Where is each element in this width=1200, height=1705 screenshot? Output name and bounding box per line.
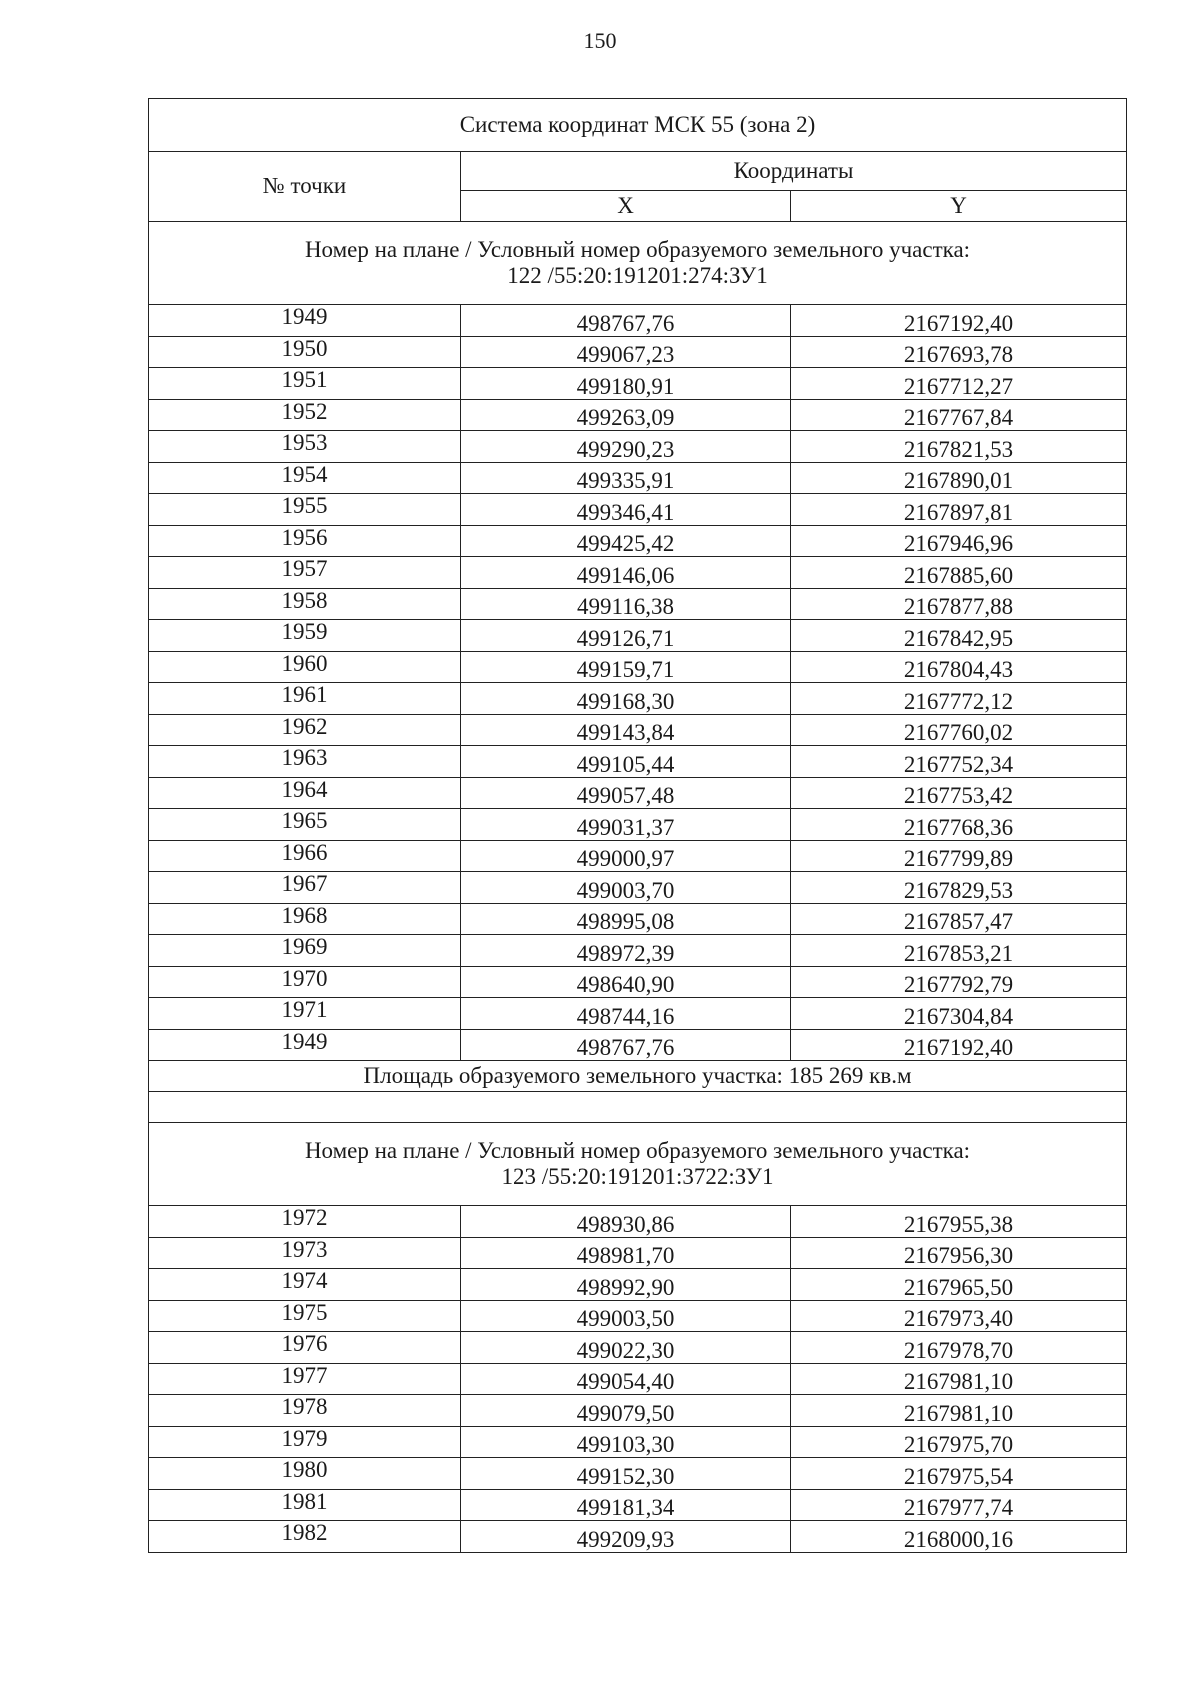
x-coordinate-cell: 499335,91 — [461, 462, 791, 494]
x-header: X — [461, 191, 791, 222]
y-coordinate-cell: 2167842,95 — [791, 620, 1127, 652]
table-row — [149, 1269, 1127, 1301]
y-coordinate-cell: 2167885,60 — [791, 557, 1127, 589]
x-coordinate-cell: 499057,48 — [461, 777, 791, 809]
table-row — [149, 840, 1127, 872]
y-coordinate-cell: 2167975,70 — [791, 1426, 1127, 1458]
point-number-cell: 1958 — [149, 588, 461, 620]
y-coordinate-cell: 2167192,40 — [791, 305, 1127, 337]
table-row — [149, 1237, 1127, 1269]
y-coordinate-cell: 2167981,10 — [791, 1395, 1127, 1427]
point-number-cell: 1976 — [149, 1332, 461, 1364]
table-row — [149, 746, 1127, 778]
y-coordinate-cell: 2167956,30 — [791, 1237, 1127, 1269]
table-row — [149, 966, 1127, 998]
table-row — [149, 714, 1127, 746]
x-coordinate-cell: 499031,37 — [461, 809, 791, 841]
x-coordinate-cell: 499263,09 — [461, 399, 791, 431]
point-number-cell: 1950 — [149, 336, 461, 368]
area-row — [149, 1061, 1127, 1092]
table-row — [149, 336, 1127, 368]
point-number-cell: 1959 — [149, 620, 461, 652]
table-row — [149, 305, 1127, 337]
point-number-cell: 1949 — [149, 305, 461, 337]
point-number-cell: 1954 — [149, 462, 461, 494]
point-number-cell: 1972 — [149, 1206, 461, 1238]
table-row — [149, 777, 1127, 809]
y-coordinate-cell: 2167712,27 — [791, 368, 1127, 400]
table-row — [149, 1395, 1127, 1427]
point-number-header: № точки — [149, 152, 461, 222]
table-row — [149, 431, 1127, 463]
y-coordinate-cell: 2167981,10 — [791, 1363, 1127, 1395]
point-number-cell: 1981 — [149, 1489, 461, 1521]
x-coordinate-cell: 499346,41 — [461, 494, 791, 526]
x-coordinate-cell: 498972,39 — [461, 935, 791, 967]
y-coordinate-cell: 2167799,89 — [791, 840, 1127, 872]
x-coordinate-cell: 499181,34 — [461, 1489, 791, 1521]
y-coordinate-cell: 2167753,42 — [791, 777, 1127, 809]
point-number-cell: 1971 — [149, 998, 461, 1030]
table-row — [149, 399, 1127, 431]
y-coordinate-cell: 2167768,36 — [791, 809, 1127, 841]
table-row — [149, 620, 1127, 652]
point-number-cell: 1974 — [149, 1269, 461, 1301]
page-number: 150 — [583, 28, 617, 53]
table-row — [149, 1332, 1127, 1364]
x-coordinate-cell: 499022,30 — [461, 1332, 791, 1364]
y-coordinate-cell: 2167877,88 — [791, 588, 1127, 620]
x-coordinate-cell: 499425,42 — [461, 525, 791, 557]
table-row — [149, 1029, 1127, 1061]
table-row — [149, 872, 1127, 904]
table-row — [149, 588, 1127, 620]
x-coordinate-cell: 499159,71 — [461, 651, 791, 683]
point-number-cell: 1957 — [149, 557, 461, 589]
coordinates-table-body — [149, 99, 1127, 1553]
table-row — [149, 494, 1127, 526]
point-number-cell: 1956 — [149, 525, 461, 557]
table-row — [149, 1300, 1127, 1332]
point-number-cell: 1964 — [149, 777, 461, 809]
table-row — [149, 368, 1127, 400]
table-row — [149, 462, 1127, 494]
point-number-cell: 1965 — [149, 809, 461, 841]
table-row — [149, 1426, 1127, 1458]
table-row — [149, 1206, 1127, 1238]
table-row — [149, 557, 1127, 589]
point-number-cell: 1973 — [149, 1237, 461, 1269]
y-coordinate-cell: 2167955,38 — [791, 1206, 1127, 1238]
point-number-cell: 1968 — [149, 903, 461, 935]
x-coordinate-cell: 499003,70 — [461, 872, 791, 904]
point-number-cell: 1975 — [149, 1300, 461, 1332]
y-coordinate-cell: 2167853,21 — [791, 935, 1127, 967]
y-coordinate-cell: 2167975,54 — [791, 1458, 1127, 1490]
system-title-row — [149, 99, 1127, 152]
table-row — [149, 935, 1127, 967]
x-coordinate-cell: 499180,91 — [461, 368, 791, 400]
point-number-cell: 1953 — [149, 431, 461, 463]
table-row — [149, 683, 1127, 715]
y-coordinate-cell: 2167304,84 — [791, 998, 1127, 1030]
x-coordinate-cell: 499003,50 — [461, 1300, 791, 1332]
point-number-cell: 1949 — [149, 1029, 461, 1061]
table-row — [149, 998, 1127, 1030]
x-coordinate-cell: 499000,97 — [461, 840, 791, 872]
y-coordinate-cell: 2167897,81 — [791, 494, 1127, 526]
y-coordinate-cell: 2167192,40 — [791, 1029, 1127, 1061]
header-row — [149, 152, 1127, 191]
x-coordinate-cell: 499143,84 — [461, 714, 791, 746]
coordinates-header: Координаты — [461, 152, 1127, 191]
table-row — [149, 903, 1127, 935]
x-coordinate-cell: 498992,90 — [461, 1269, 791, 1301]
y-coordinate-cell: 2167772,12 — [791, 683, 1127, 715]
x-coordinate-cell: 499168,30 — [461, 683, 791, 715]
table-row — [149, 651, 1127, 683]
blank-separator-row — [149, 1092, 1127, 1123]
y-coordinate-cell: 2167804,43 — [791, 651, 1127, 683]
x-coordinate-cell: 499103,30 — [461, 1426, 791, 1458]
point-number-cell: 1970 — [149, 966, 461, 998]
y-coordinate-cell: 2168000,16 — [791, 1521, 1127, 1553]
y-coordinate-cell: 2167857,47 — [791, 903, 1127, 935]
coordinates-table — [148, 98, 1127, 1553]
point-number-cell: 1979 — [149, 1426, 461, 1458]
plot-cadastral-number: 122 /55:20:191201:274:ЗУ1 — [507, 263, 768, 288]
y-coordinate-cell: 2167760,02 — [791, 714, 1127, 746]
y-coordinate-cell: 2167792,79 — [791, 966, 1127, 998]
x-coordinate-cell: 499290,23 — [461, 431, 791, 463]
y-coordinate-cell: 2167965,50 — [791, 1269, 1127, 1301]
y-coordinate-cell: 2167693,78 — [791, 336, 1127, 368]
x-coordinate-cell: 499126,71 — [461, 620, 791, 652]
x-coordinate-cell: 499116,38 — [461, 588, 791, 620]
y-coordinate-cell: 2167977,74 — [791, 1489, 1127, 1521]
blank-cell — [149, 1092, 1127, 1123]
y-header: Y — [791, 191, 1127, 222]
point-number-cell: 1963 — [149, 746, 461, 778]
x-coordinate-cell: 498744,16 — [461, 998, 791, 1030]
point-number-cell: 1961 — [149, 683, 461, 715]
point-number-cell: 1977 — [149, 1363, 461, 1395]
point-number-cell: 1962 — [149, 714, 461, 746]
point-number-cell: 1960 — [149, 651, 461, 683]
table-row — [149, 1363, 1127, 1395]
point-number-cell: 1966 — [149, 840, 461, 872]
point-number-cell: 1969 — [149, 935, 461, 967]
table-row — [149, 1458, 1127, 1490]
table-row — [149, 525, 1127, 557]
x-coordinate-cell: 498767,76 — [461, 1029, 791, 1061]
plot-header-row — [149, 222, 1127, 305]
table-row — [149, 1489, 1127, 1521]
x-coordinate-cell: 499152,30 — [461, 1458, 791, 1490]
x-coordinate-cell: 499054,40 — [461, 1363, 791, 1395]
plot-header — [149, 222, 1127, 305]
plot-header-title: Номер на плане / Условный номер образуемого земельного участка: — [304, 236, 971, 262]
point-number-cell: 1978 — [149, 1395, 461, 1427]
x-coordinate-cell: 499146,06 — [461, 557, 791, 589]
plot-header — [149, 1123, 1127, 1206]
x-coordinate-cell: 499079,50 — [461, 1395, 791, 1427]
plot-header-title: Номер на плане / Условный номер образуемого земельного участка: — [304, 1137, 971, 1163]
x-coordinate-cell: 498930,86 — [461, 1206, 791, 1238]
point-number-cell: 1955 — [149, 494, 461, 526]
y-coordinate-cell: 2167978,70 — [791, 1332, 1127, 1364]
point-number-cell: 1982 — [149, 1521, 461, 1553]
point-number-cell: 1967 — [149, 872, 461, 904]
y-coordinate-cell: 2167973,40 — [791, 1300, 1127, 1332]
x-coordinate-cell: 498767,76 — [461, 305, 791, 337]
y-coordinate-cell: 2167767,84 — [791, 399, 1127, 431]
point-number-cell: 1951 — [149, 368, 461, 400]
x-coordinate-cell: 498981,70 — [461, 1237, 791, 1269]
table-row — [149, 1521, 1127, 1553]
table-row — [149, 809, 1127, 841]
y-coordinate-cell: 2167829,53 — [791, 872, 1127, 904]
y-coordinate-cell: 2167946,96 — [791, 525, 1127, 557]
point-number-cell: 1952 — [149, 399, 461, 431]
x-coordinate-cell: 499067,23 — [461, 336, 791, 368]
x-coordinate-cell: 498995,08 — [461, 903, 791, 935]
y-coordinate-cell: 2167752,34 — [791, 746, 1127, 778]
coordinate-system-title: Система координат МСК 55 (зона 2) — [149, 99, 1127, 152]
plot-area-text: Площадь образуемого земельного участка: 185 269 кв.м — [149, 1061, 1127, 1092]
x-coordinate-cell: 499209,93 — [461, 1521, 791, 1553]
plot-header-row — [149, 1123, 1127, 1206]
y-coordinate-cell: 2167821,53 — [791, 431, 1127, 463]
x-coordinate-cell: 499105,44 — [461, 746, 791, 778]
plot-cadastral-number: 123 /55:20:191201:3722:ЗУ1 — [501, 1164, 774, 1189]
x-coordinate-cell: 498640,90 — [461, 966, 791, 998]
y-coordinate-cell: 2167890,01 — [791, 462, 1127, 494]
point-number-cell: 1980 — [149, 1458, 461, 1490]
